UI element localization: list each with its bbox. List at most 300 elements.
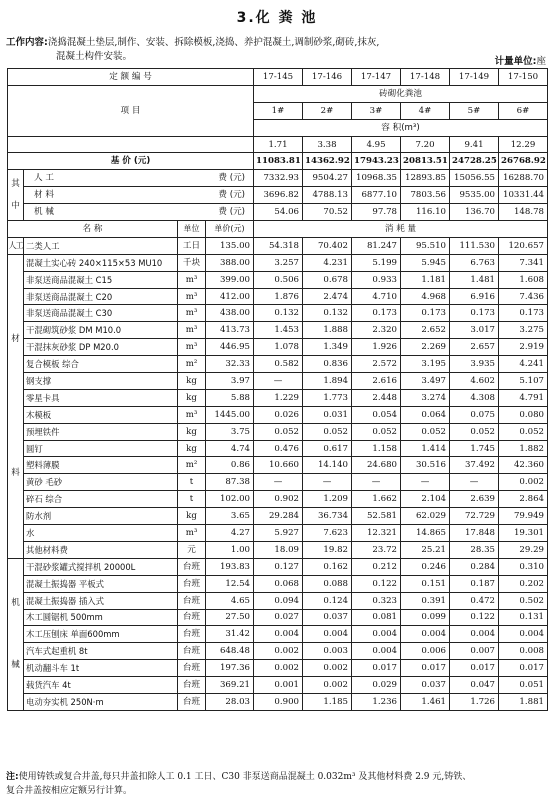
machine-group-top: 机 — [11, 598, 20, 609]
material-item-value: 0.506 — [254, 271, 303, 288]
material-item-value: 37.492 — [450, 457, 499, 474]
machine-item-price: 31.42 — [206, 626, 254, 643]
material-item-value: 0.132 — [303, 305, 352, 322]
material-item-unit: m² — [178, 356, 206, 373]
material-item-value: — — [254, 474, 303, 491]
material-row — [8, 373, 548, 390]
material-item-value: 1.078 — [254, 339, 303, 356]
material-item-value: 23.72 — [352, 541, 401, 558]
machine-item-name: 机动翻斗车 1t — [24, 660, 178, 677]
breakdown-side-label — [8, 170, 24, 221]
material-item-value: 1.349 — [303, 339, 352, 356]
pool-number: 1# — [254, 102, 303, 119]
machine-item-unit: 台班 — [178, 693, 206, 710]
material-item-name: 水 — [24, 525, 178, 542]
material-item-value: 62.029 — [401, 508, 450, 525]
machine-item-value: 0.502 — [499, 592, 548, 609]
machine-item-price: 27.50 — [206, 609, 254, 626]
breakdown-name — [24, 187, 254, 204]
machine-item-price: 193.83 — [206, 558, 254, 575]
labor-item-unit: 工日 — [178, 237, 206, 254]
machine-item-value: 1.236 — [352, 693, 401, 710]
material-item-name: 钢支撑 — [24, 373, 178, 390]
material-item-value: 7.341 — [499, 254, 548, 271]
base-price-value: 26768.92 — [499, 153, 548, 170]
material-item-value: 7.436 — [499, 288, 548, 305]
material-item-value: 1.481 — [450, 271, 499, 288]
machine-item-unit: 台班 — [178, 677, 206, 694]
material-item-value: 4.231 — [303, 254, 352, 271]
machine-item-name: 载货汽车 4t — [24, 677, 178, 694]
breakdown-side-bottom: 中 — [11, 201, 20, 212]
material-item-value: 52.581 — [352, 508, 401, 525]
material-item-value: 0.052 — [450, 423, 499, 440]
material-item-unit: m² — [178, 457, 206, 474]
material-item-value: 1.876 — [254, 288, 303, 305]
material-item-value: — — [352, 474, 401, 491]
material-item-name: 防水剂 — [24, 508, 178, 525]
breakdown-value: 12893.85 — [401, 170, 450, 187]
machine-item-value: 0.122 — [352, 575, 401, 592]
footnote-line1: 使用铸铁或复合井盖,每只井盖扣除人工 0.1 工日、C30 非泵送商品混凝土 0.032m³ 及其他材料费 2.9 元,铸铁、 — [18, 772, 472, 782]
material-item-value: 0.476 — [254, 440, 303, 457]
machine-item-value: 0.310 — [499, 558, 548, 575]
machine-item-price: 4.65 — [206, 592, 254, 609]
volume-label: 容 积(m³) — [254, 119, 548, 136]
material-item-value: 0.054 — [352, 406, 401, 423]
material-row — [8, 339, 548, 356]
quota-table-wrapper — [7, 68, 547, 711]
breakdown-value: 7332.93 — [254, 170, 303, 187]
breakdown-value: 6877.10 — [352, 187, 401, 204]
material-item-name: 木模板 — [24, 406, 178, 423]
material-item-value: 2.657 — [450, 339, 499, 356]
material-item-name: 非泵送商品混凝土 C20 — [24, 288, 178, 305]
material-item-unit: m³ — [178, 525, 206, 542]
material-item-value: 0.173 — [450, 305, 499, 322]
machine-item-value: 0.004 — [499, 626, 548, 643]
material-item-unit: kg — [178, 389, 206, 406]
machine-item-unit: 台班 — [178, 660, 206, 677]
breakdown-row — [8, 170, 548, 187]
material-item-value: 1.662 — [352, 491, 401, 508]
material-item-value: 30.516 — [401, 457, 450, 474]
machine-item-value: 0.162 — [303, 558, 352, 575]
material-item-unit: m³ — [178, 271, 206, 288]
material-item-value: 0.933 — [352, 271, 401, 288]
machine-item-price: 12.54 — [206, 575, 254, 592]
breakdown-value: 4788.13 — [303, 187, 352, 204]
breakdown-value: 70.52 — [303, 204, 352, 221]
machine-item-value: 0.088 — [303, 575, 352, 592]
material-item-value: 4.602 — [450, 373, 499, 390]
material-item-value: 0.052 — [254, 423, 303, 440]
material-item-value: 1.888 — [303, 322, 352, 339]
material-item-price: 102.00 — [206, 491, 254, 508]
material-item-name: 碎石 综合 — [24, 491, 178, 508]
machine-row — [8, 643, 548, 660]
material-row — [8, 440, 548, 457]
material-item-value: 0.064 — [401, 406, 450, 423]
material-item-value: 1.745 — [450, 440, 499, 457]
volume-value: 1.71 — [254, 136, 303, 153]
breakdown-side-top: 其 — [11, 179, 20, 190]
breakdown-value: 136.70 — [450, 204, 499, 221]
material-item-price: 32.33 — [206, 356, 254, 373]
material-item-value: 12.321 — [352, 525, 401, 542]
machine-item-value: 0.472 — [450, 592, 499, 609]
machine-item-value: 0.284 — [450, 558, 499, 575]
material-item-price: 399.00 — [206, 271, 254, 288]
material-item-name: 预埋铁件 — [24, 423, 178, 440]
pool-number: 4# — [401, 102, 450, 119]
material-item-unit: t — [178, 491, 206, 508]
material-item-name: 零星卡具 — [24, 389, 178, 406]
material-item-unit: m³ — [178, 305, 206, 322]
machine-item-value: 0.029 — [352, 677, 401, 694]
material-item-value: 1.894 — [303, 373, 352, 390]
material-item-unit: kg — [178, 423, 206, 440]
work-content-label: 工作内容: — [6, 37, 48, 48]
material-row — [8, 423, 548, 440]
material-item-value: 4.791 — [499, 389, 548, 406]
base-price-value: 24728.25 — [450, 153, 499, 170]
breakdown-value: 9535.00 — [450, 187, 499, 204]
material-row — [8, 288, 548, 305]
measurement-unit — [495, 53, 546, 67]
material-item-value: 2.572 — [352, 356, 401, 373]
column-name: 名 称 — [8, 221, 178, 238]
labor-group-text: 人工 — [8, 240, 23, 250]
volume-blank — [8, 136, 254, 153]
material-item-value: 3.935 — [450, 356, 499, 373]
machine-item-value: 0.051 — [499, 677, 548, 694]
material-item-value: 2.616 — [352, 373, 401, 390]
unit-label: 计量单位: — [494, 56, 537, 67]
material-item-value: 0.052 — [499, 423, 548, 440]
quota-code: 17-146 — [303, 69, 352, 86]
machine-row — [8, 660, 548, 677]
material-item-value: 19.82 — [303, 541, 352, 558]
machine-item-value: 0.007 — [450, 643, 499, 660]
material-item-value: — — [303, 474, 352, 491]
machine-item-name: 混凝土振捣器 平板式 — [24, 575, 178, 592]
machine-item-name: 干混砂浆罐式搅拌机 20000L — [24, 558, 178, 575]
volume-value: 12.29 — [499, 136, 548, 153]
material-row — [8, 356, 548, 373]
material-group-label — [8, 254, 24, 558]
machine-item-name: 电动夯实机 250N·m — [24, 693, 178, 710]
material-item-price: 87.38 — [206, 474, 254, 491]
machine-item-value: 0.037 — [303, 609, 352, 626]
machine-row — [8, 592, 548, 609]
machine-item-name: 木工压刨床 单面600mm — [24, 626, 178, 643]
material-row — [8, 305, 548, 322]
material-row — [8, 541, 548, 558]
material-item-price: 3.75 — [206, 423, 254, 440]
machine-item-value: 0.323 — [352, 592, 401, 609]
material-item-value: 4.308 — [450, 389, 499, 406]
base-price-row — [8, 153, 548, 170]
material-item-price: 3.65 — [206, 508, 254, 525]
machine-item-value: 0.124 — [303, 592, 352, 609]
machine-item-value: 0.004 — [303, 626, 352, 643]
material-item-value: 14.865 — [401, 525, 450, 542]
material-item-name: 塑料薄膜 — [24, 457, 178, 474]
breakdown-item: 人 工 — [34, 173, 54, 184]
work-content-line1: 浇捣混凝土垫层,制作、安装、拆除模板,浇捣、养护混凝土,调制砂浆,砌砖,抹灰, — [47, 37, 380, 48]
material-item-name: 非泵送商品混凝土 C30 — [24, 305, 178, 322]
labor-item-value: 95.510 — [401, 237, 450, 254]
material-item-value: 6.763 — [450, 254, 499, 271]
material-item-unit: 元 — [178, 541, 206, 558]
material-item-value: 2.864 — [499, 491, 548, 508]
machine-item-unit: 台班 — [178, 575, 206, 592]
machine-item-name: 木工圆锯机 500mm — [24, 609, 178, 626]
material-item-value: 0.052 — [401, 423, 450, 440]
quota-code: 17-148 — [401, 69, 450, 86]
material-item-value: 1.773 — [303, 389, 352, 406]
material-item-value: 3.017 — [450, 322, 499, 339]
breakdown-value: 7803.56 — [401, 187, 450, 204]
breakdown-value: 148.78 — [499, 204, 548, 221]
base-price-value: 20813.51 — [401, 153, 450, 170]
material-item-value: 2.474 — [303, 288, 352, 305]
labor-item-value: 111.530 — [450, 237, 499, 254]
machine-item-value: 0.004 — [352, 626, 401, 643]
material-row — [8, 457, 548, 474]
material-item-value: 0.678 — [303, 271, 352, 288]
material-item-unit: m³ — [178, 288, 206, 305]
material-item-unit: m³ — [178, 406, 206, 423]
breakdown-row — [8, 187, 548, 204]
material-item-value: 1.414 — [401, 440, 450, 457]
material-item-value: 0.173 — [352, 305, 401, 322]
material-item-value: 10.660 — [254, 457, 303, 474]
machine-item-value: 0.008 — [499, 643, 548, 660]
material-item-price: 4.74 — [206, 440, 254, 457]
material-item-value: 5.945 — [401, 254, 450, 271]
material-item-value: 1.229 — [254, 389, 303, 406]
machine-item-name: 混凝土振捣器 插入式 — [24, 592, 178, 609]
material-item-price: 1445.00 — [206, 406, 254, 423]
base-price-value: 11083.81 — [254, 153, 303, 170]
labor-item-value: 81.247 — [352, 237, 401, 254]
pool-number: 5# — [450, 102, 499, 119]
base-price-value: 17943.23 — [352, 153, 401, 170]
material-item-value: 18.09 — [254, 541, 303, 558]
material-item-value: 5.107 — [499, 373, 548, 390]
machine-item-value: 0.068 — [254, 575, 303, 592]
labor-item-value: 120.657 — [499, 237, 548, 254]
machine-item-value: 0.002 — [303, 660, 352, 677]
breakdown-value: 54.06 — [254, 204, 303, 221]
material-item-value: 0.902 — [254, 491, 303, 508]
machine-item-value: 0.131 — [499, 609, 548, 626]
material-item-name: 干混砌筑砂浆 DM M10.0 — [24, 322, 178, 339]
machine-item-value: 0.017 — [352, 660, 401, 677]
footnote — [6, 770, 551, 798]
material-item-value: 4.710 — [352, 288, 401, 305]
machine-item-price: 28.03 — [206, 693, 254, 710]
machine-item-value: 1.461 — [401, 693, 450, 710]
breakdown-value: 10331.44 — [499, 187, 548, 204]
material-item-value: 0.582 — [254, 356, 303, 373]
material-item-value: — — [450, 474, 499, 491]
machine-item-value: 0.004 — [450, 626, 499, 643]
material-item-value: 3.195 — [401, 356, 450, 373]
material-item-value: 1.453 — [254, 322, 303, 339]
labor-item-value: 70.402 — [303, 237, 352, 254]
material-item-price: 413.73 — [206, 322, 254, 339]
material-item-value: 79.949 — [499, 508, 548, 525]
material-item-value: 24.680 — [352, 457, 401, 474]
base-price-label: 基 价 (元) — [8, 153, 254, 170]
material-item-price: 3.97 — [206, 373, 254, 390]
item-label: 项 目 — [8, 85, 254, 136]
volume-value: 3.38 — [303, 136, 352, 153]
machine-item-value: 0.187 — [450, 575, 499, 592]
material-item-value: 0.052 — [352, 423, 401, 440]
labor-row — [8, 237, 548, 254]
material-item-value: 6.916 — [450, 288, 499, 305]
material-row — [8, 254, 548, 271]
machine-item-value: 0.004 — [352, 643, 401, 660]
machine-row — [8, 609, 548, 626]
material-row — [8, 491, 548, 508]
material-item-value: 0.026 — [254, 406, 303, 423]
material-item-value: 1.158 — [352, 440, 401, 457]
machine-item-value: 1.185 — [303, 693, 352, 710]
machine-item-value: 0.037 — [401, 677, 450, 694]
machine-item-unit: 台班 — [178, 558, 206, 575]
machine-group-label — [8, 558, 24, 710]
material-item-value: 0.173 — [499, 305, 548, 322]
material-item-value: 2.919 — [499, 339, 548, 356]
material-item-value: 3.497 — [401, 373, 450, 390]
machine-item-value: 0.391 — [401, 592, 450, 609]
quota-code: 17-150 — [499, 69, 548, 86]
material-item-value: 4.241 — [499, 356, 548, 373]
material-row — [8, 474, 548, 491]
breakdown-item: 材 料 — [34, 190, 54, 201]
machine-item-value: 0.017 — [401, 660, 450, 677]
machine-row — [8, 558, 548, 575]
machine-item-value: 0.002 — [254, 660, 303, 677]
labor-item-value: 54.318 — [254, 237, 303, 254]
machine-item-name: 汽车式起重机 8t — [24, 643, 178, 660]
column-consume: 消 耗 量 — [254, 221, 548, 238]
material-item-name: 干混抹灰砂浆 DP M20.0 — [24, 339, 178, 356]
machine-item-value: 0.094 — [254, 592, 303, 609]
machine-item-value: 0.099 — [401, 609, 450, 626]
material-item-unit: kg — [178, 373, 206, 390]
material-item-value: 0.132 — [254, 305, 303, 322]
base-price-value: 14362.92 — [303, 153, 352, 170]
machine-item-unit: 台班 — [178, 609, 206, 626]
material-item-unit: m³ — [178, 339, 206, 356]
breakdown-value: 15056.55 — [450, 170, 499, 187]
material-item-unit: kg — [178, 440, 206, 457]
breakdown-unit: 费 (元) — [218, 173, 246, 184]
material-group-bottom: 料 — [11, 468, 20, 479]
unit-value: 座 — [536, 56, 546, 67]
material-item-value: 29.29 — [499, 541, 548, 558]
machine-item-value: 0.122 — [450, 609, 499, 626]
quota-table-body — [8, 69, 548, 711]
page-title: 3.化 粪 池 — [236, 10, 318, 26]
quota-code: 17-149 — [450, 69, 499, 86]
column-price: 单价(元) — [206, 221, 254, 238]
machine-item-price: 197.36 — [206, 660, 254, 677]
pool-number: 2# — [303, 102, 352, 119]
breakdown-name — [24, 170, 254, 187]
material-item-name: 黄砂 毛砂 — [24, 474, 178, 491]
material-item-value: 5.199 — [352, 254, 401, 271]
material-item-value: 0.075 — [450, 406, 499, 423]
footnote-label: 注: — [6, 772, 19, 782]
material-item-price: 438.00 — [206, 305, 254, 322]
material-item-value: 1.608 — [499, 271, 548, 288]
material-item-value: 2.639 — [450, 491, 499, 508]
machine-item-value: 0.004 — [254, 626, 303, 643]
material-item-value: 29.284 — [254, 508, 303, 525]
material-item-value: 2.320 — [352, 322, 401, 339]
material-item-value: 2.269 — [401, 339, 450, 356]
machine-item-value: 0.006 — [401, 643, 450, 660]
material-item-name: 混凝土实心砖 240×115×53 MU10 — [24, 254, 178, 271]
machine-row — [8, 693, 548, 710]
material-item-unit: kg — [178, 508, 206, 525]
machine-item-value: 0.002 — [254, 643, 303, 660]
machine-item-value: 0.047 — [450, 677, 499, 694]
quota-code: 17-147 — [352, 69, 401, 86]
material-item-value: 42.360 — [499, 457, 548, 474]
material-item-value: 0.173 — [401, 305, 450, 322]
category-label: 砖砌化粪池 — [254, 85, 548, 102]
material-item-price: 388.00 — [206, 254, 254, 271]
machine-item-value: 0.202 — [499, 575, 548, 592]
material-item-value: 1.926 — [352, 339, 401, 356]
material-item-value: 7.623 — [303, 525, 352, 542]
labor-item-name: 二类人工 — [24, 237, 178, 254]
material-item-unit: m³ — [178, 322, 206, 339]
material-group-top: 材 — [11, 334, 20, 345]
material-item-value: 19.301 — [499, 525, 548, 542]
quota-code: 17-145 — [254, 69, 303, 86]
material-item-value: 0.080 — [499, 406, 548, 423]
breakdown-unit: 费 (元) — [218, 207, 246, 218]
material-item-price: 412.00 — [206, 288, 254, 305]
breakdown-value: 116.10 — [401, 204, 450, 221]
machine-item-value: 0.246 — [401, 558, 450, 575]
machine-item-value: 0.127 — [254, 558, 303, 575]
material-item-value: 4.968 — [401, 288, 450, 305]
machine-item-value: 0.017 — [499, 660, 548, 677]
breakdown-row — [8, 204, 548, 221]
material-item-value: 0.836 — [303, 356, 352, 373]
machine-item-unit: 台班 — [178, 592, 206, 609]
material-item-value: 1.181 — [401, 271, 450, 288]
material-row — [8, 322, 548, 339]
material-row — [8, 389, 548, 406]
material-item-value: 2.104 — [401, 491, 450, 508]
material-item-value: — — [254, 373, 303, 390]
machine-item-value: 0.002 — [303, 677, 352, 694]
material-item-value: 72.729 — [450, 508, 499, 525]
breakdown-item: 机 械 — [34, 207, 54, 218]
column-unit: 单位 — [178, 221, 206, 238]
